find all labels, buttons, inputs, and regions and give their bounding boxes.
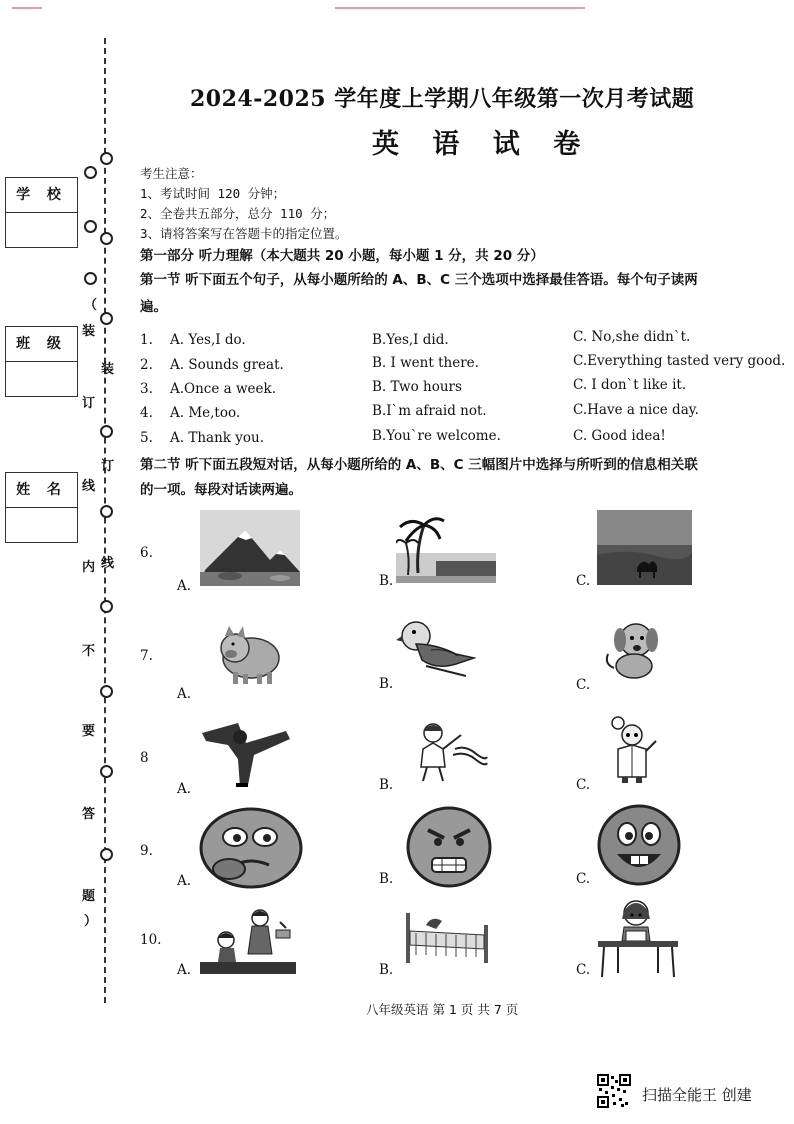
option-a-label[interactable]: A.	[177, 962, 192, 978]
binding-text: 答	[82, 807, 96, 822]
option-c[interactable]: C.Have a nice day.	[573, 402, 699, 418]
section1-heading: 第一节 听下面五个句子，从每小题所给的 A、B、C 三个选项中选择最佳答语。每个句子读两	[140, 272, 698, 288]
option-c-label[interactable]: C.	[576, 677, 591, 693]
option-a[interactable]: A. Yes,I do.	[170, 332, 246, 348]
angry-face-picture[interactable]	[406, 806, 492, 888]
name-blank[interactable]	[6, 508, 77, 542]
question-number: 5.	[140, 430, 153, 446]
notice-item: 2、全卷共五部分，总分 110 分；	[140, 206, 336, 221]
binding-text: 不	[82, 644, 96, 659]
question-number: 6.	[140, 545, 153, 561]
option-b-label[interactable]: B.	[379, 676, 394, 692]
binding-text-inner: 线	[101, 556, 115, 571]
option-a[interactable]: A.Once a week.	[170, 381, 276, 397]
option-a[interactable]: A. Me,too.	[170, 405, 241, 421]
binding-hole	[100, 425, 113, 438]
question-number: 4.	[140, 405, 153, 421]
name-label: 姓 名	[6, 473, 77, 508]
option-b[interactable]: B. I went there.	[372, 355, 479, 371]
school-label: 学 校	[6, 178, 77, 213]
binding-hole	[100, 505, 113, 518]
section1-heading-cont: 遍。	[140, 299, 167, 315]
class-field[interactable]	[5, 326, 78, 397]
option-b-label[interactable]: B.	[379, 573, 394, 589]
option-c-label[interactable]: C.	[576, 777, 591, 793]
binding-hole	[100, 765, 113, 778]
section2-heading-cont: 的一项。每段对话读两遍。	[140, 482, 302, 498]
binding-hole	[100, 600, 113, 613]
option-b[interactable]: B.I`m afraid not.	[372, 403, 487, 419]
girl-painting-picture[interactable]	[409, 719, 489, 785]
option-b-label[interactable]: B.	[379, 962, 394, 978]
notice-item: 3、请将答案写在答题卡的指定位置。	[140, 226, 348, 241]
class-label: 班 级	[6, 327, 77, 362]
option-a[interactable]: A. Sounds great.	[170, 357, 284, 373]
option-b[interactable]: B.You`re welcome.	[372, 428, 501, 444]
option-b[interactable]: B.Yes,I did.	[372, 332, 449, 348]
binding-hole	[84, 272, 97, 285]
bird-picture[interactable]	[396, 614, 476, 682]
section2-heading: 第二节 听下面五段短对话，从每小题所给的 A、B、C 三幅图片中选择与所听到的信息相关联	[140, 457, 698, 473]
desert-camel-picture[interactable]	[597, 510, 692, 585]
option-a[interactable]: A. Thank you.	[170, 430, 264, 446]
binding-text: 题	[82, 889, 96, 904]
happy-face-picture[interactable]	[597, 804, 681, 886]
option-b-label[interactable]: B.	[379, 871, 394, 887]
question-number: 9.	[140, 843, 153, 859]
option-c-label[interactable]: C.	[576, 573, 591, 589]
binding-text: 装	[82, 324, 96, 339]
class-blank[interactable]	[6, 362, 77, 396]
qr-code-icon	[597, 1074, 631, 1108]
question-number: 1.	[140, 332, 153, 348]
option-a-label[interactable]: A.	[177, 686, 192, 702]
part1-heading: 第一部分 听力理解（本大题共 20 小题，每小题 1 分，共 20 分）	[140, 248, 544, 264]
notice-heading: 考生注意：	[140, 166, 203, 181]
top-border-line	[12, 7, 42, 9]
top-border-line	[335, 7, 585, 9]
binding-text: 订	[82, 396, 96, 411]
school-blank[interactable]	[6, 213, 77, 247]
question-number: 2.	[140, 357, 153, 373]
binding-hole	[100, 152, 113, 165]
school-field[interactable]	[5, 177, 78, 248]
question-number: 7.	[140, 648, 153, 664]
beach-palm-picture[interactable]	[396, 513, 496, 583]
option-a-label[interactable]: A.	[177, 578, 192, 594]
dancer-picture[interactable]	[198, 715, 292, 791]
pig-picture[interactable]	[213, 620, 283, 686]
family-cooking-picture[interactable]	[196, 906, 300, 974]
page-footer: 八年级英语 第 1 页 共 7 页	[366, 1002, 519, 1017]
question-number: 3.	[140, 381, 153, 397]
binding-text-inner: 装	[101, 362, 115, 377]
option-c-label[interactable]: C.	[576, 871, 591, 887]
binding-text: 要	[82, 724, 96, 739]
question-number: 10.	[140, 932, 162, 948]
option-a-label[interactable]: A.	[177, 781, 192, 797]
scanner-watermark: 扫描全能王 创建	[642, 1086, 752, 1104]
girl-reading-picture[interactable]	[596, 893, 680, 979]
doctor-picture[interactable]	[606, 715, 662, 785]
notice-item: 1、考试时间 120 分钟；	[140, 186, 286, 201]
name-field[interactable]	[5, 472, 78, 543]
binding-hole	[84, 166, 97, 179]
dog-picture[interactable]	[600, 618, 668, 682]
option-c[interactable]: C. I don`t like it.	[573, 377, 687, 393]
option-b-label[interactable]: B.	[379, 777, 394, 793]
mountains-picture[interactable]	[200, 510, 300, 586]
option-b[interactable]: B. Two hours	[372, 379, 462, 395]
binding-hole	[84, 220, 97, 233]
binding-hole	[100, 848, 113, 861]
binding-text: 内	[82, 560, 96, 575]
option-a-label[interactable]: A.	[177, 873, 192, 889]
option-c[interactable]: C. No,she didn`t.	[573, 329, 691, 345]
question-number: 8	[140, 750, 149, 766]
option-c-label[interactable]: C.	[576, 962, 591, 978]
binding-text: 线	[82, 479, 96, 494]
binding-hole	[100, 685, 113, 698]
binding-text-inner: 订	[101, 459, 115, 474]
option-c[interactable]: C. Good idea!	[573, 428, 666, 444]
bed-picture[interactable]	[402, 905, 492, 965]
binding-hole	[100, 232, 113, 245]
binding-text: ）	[84, 914, 98, 929]
exam-subtitle: 英 语 试 卷	[372, 129, 593, 160]
worried-face-picture[interactable]	[199, 807, 303, 889]
binding-text: （	[84, 298, 98, 313]
exam-title: 2024-2025 学年度上学期八年级第一次月考试题	[190, 86, 695, 112]
option-c[interactable]: C.Everything tasted very good.	[573, 353, 786, 369]
binding-hole	[100, 312, 113, 325]
